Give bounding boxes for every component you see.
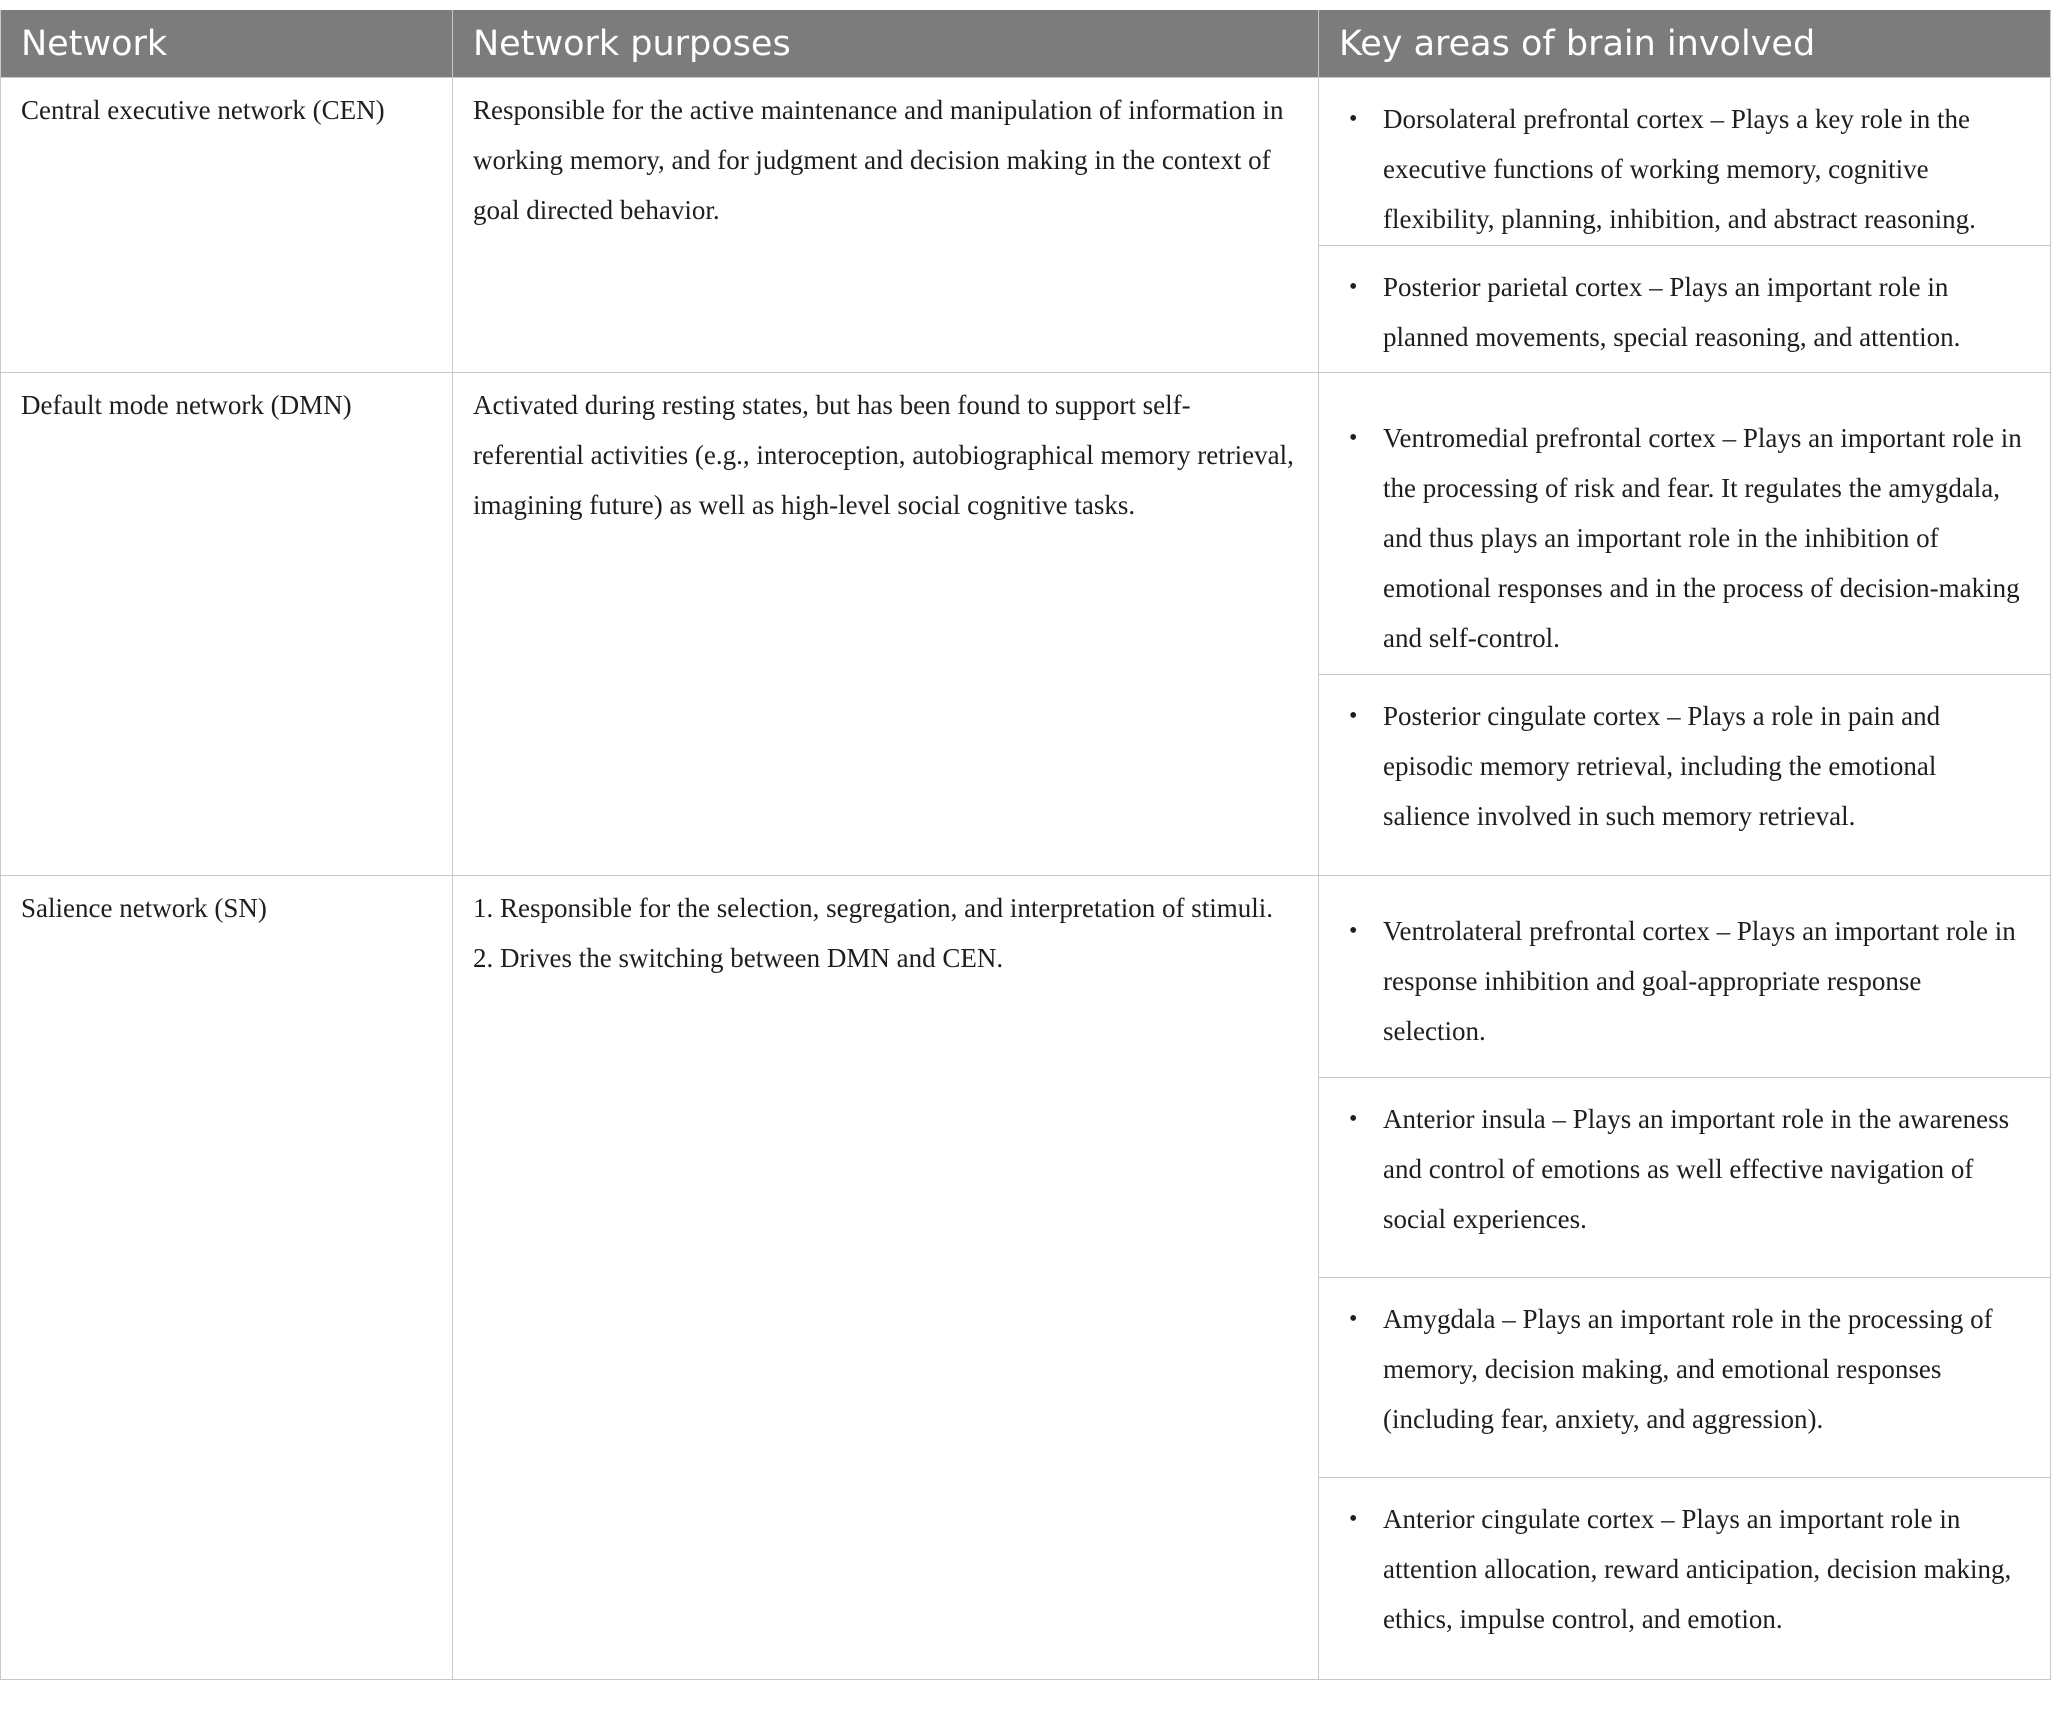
brain-area-text: • Amygdala – Plays an important role in the processing of memory, decision making, and emotional responses (including fear, anxiety, and aggression). (1349, 1294, 2030, 1444)
purpose-text: 1. Responsible for the selection, segregation, and interpretation of stimuli. (473, 893, 1274, 923)
brain-networks-table (0, 10, 2051, 1680)
brain-areas-cell (1319, 876, 2051, 1680)
brain-area-item (1319, 1277, 2050, 1477)
brain-areas-cell (1319, 78, 2051, 373)
brain-area-item (1319, 78, 2050, 245)
header-key-areas: Key areas of brain involved (1319, 10, 2051, 78)
brain-area-item (1319, 1077, 2050, 1277)
network-name: Default mode network (DMN) (1, 373, 453, 876)
brain-area-item (1319, 245, 2050, 372)
brain-area-item (1319, 1477, 2050, 1679)
brain-area-text: • Posterior cingulate cortex – Plays a role in pain and episodic memory retrieval, including the emotional salience involved in such memory retrieval. (1349, 691, 2030, 841)
table-body (1, 78, 2051, 1680)
network-purpose (453, 78, 1319, 373)
network-name: Salience network (SN) (1, 876, 453, 1680)
brain-area-item (1319, 876, 2050, 1077)
brain-area-text: • Dorsolateral prefrontal cortex – Plays a key role in the executive functions of working memory, cognitive flexibility, planning, inhibition, and abstract reasoning. (1349, 94, 2030, 244)
purpose-text: Activated during resting states, but has been found to support self-referential activities (e.g., interoception, autobiographical memory retrieval, imagining future) as well as high-level social cognitive tasks. (473, 390, 1294, 520)
network-purpose (453, 876, 1319, 1680)
table-row-sn (1, 876, 2051, 1680)
brain-area-item (1319, 373, 2050, 674)
header-network-purposes: Network purposes (453, 10, 1319, 78)
header-row (1, 10, 2051, 78)
table-row-cen (1, 78, 2051, 373)
brain-area-item (1319, 674, 2050, 875)
network-name: Central executive network (CEN) (1, 78, 453, 373)
header-network: Network (1, 10, 453, 78)
brain-areas-cell (1319, 373, 2051, 876)
table-row-dmn (1, 373, 2051, 876)
brain-area-text: • Ventrolateral prefrontal cortex – Plays an important role in response inhibition and goal-appropriate response selection. (1349, 906, 2030, 1056)
brain-area-text: • Anterior insula – Plays an important role in the awareness and control of emotions as well effective navigation of social experiences. (1349, 1094, 2030, 1244)
purpose-text: Responsible for the active maintenance and manipulation of information in working memory, and for judgment and decision making in the context of goal directed behavior. (473, 95, 1284, 225)
table-header (1, 10, 2051, 78)
brain-area-text: • Anterior cingulate cortex – Plays an important role in attention allocation, reward anticipation, decision making, ethics, impulse control, and emotion. (1349, 1494, 2030, 1644)
purpose-text: 2. Drives the switching between DMN and CEN. (473, 943, 1004, 973)
brain-area-text: • Ventromedial prefrontal cortex – Plays an important role in the processing of risk and fear. It regulates the amygdala, and thus plays an important role in the inhibition of emotional responses and in the process of decision-making and self-control. (1349, 413, 2030, 663)
brain-area-text: • Posterior parietal cortex – Plays an important role in planned movements, special reasoning, and attention. (1349, 262, 2030, 362)
network-purpose (453, 373, 1319, 876)
